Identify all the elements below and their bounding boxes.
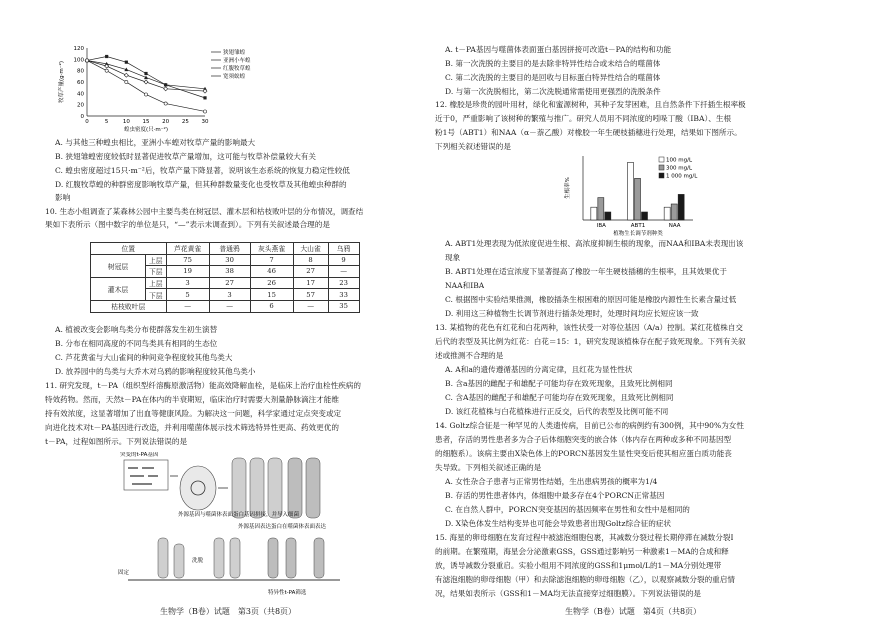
y-axis-label: 牧草产量(g·m⁻²): [59, 61, 65, 103]
table-cell: —: [209, 300, 250, 312]
table-cell: 上层: [146, 254, 167, 266]
x-tick-label: 15: [142, 119, 150, 125]
q13-stem-cont: 后代的表型及其比例为红花：白花＝15：1，研究发现该植株存在配子致死现象。下列有关叙: [435, 337, 746, 346]
x-tick-label: 0: [85, 119, 89, 125]
q9-option-c: C. 蝗虫密度超过15只·m⁻²后，牧草产量下降显著，说明该生态系统的恢复力稳定性较低: [55, 166, 350, 175]
data-point: [105, 55, 108, 58]
table-header-cell: 大山雀: [293, 243, 328, 255]
q12-option-c: C. 根据图中实验结果推测，橡胶插条生根困难的原因可能是橡胶内源性生长素含量过低: [445, 295, 737, 304]
q15-stem-cont: 的前期。在繁殖期，海星会分泌激素GSS，GSS通过影响另一种激素1－MA的合成和释: [435, 547, 729, 556]
table-cell: —: [166, 300, 209, 312]
q11-stem-cont: t－PA，过程如图所示。下列说法错误的是: [45, 437, 188, 446]
q12-option-d: D. 利用这三种植物生长调节剂进行插条处理时，处理时间均应长短应该一致: [445, 309, 699, 318]
legend-label: 宽须蚁蝗: [223, 74, 246, 80]
table-cell: 灌木层: [91, 277, 146, 300]
q12-option-a: A. ABT1处理表现为低浓度促进生根、高浓度抑制生根的现象，而NAA和IBA未表现出该: [445, 239, 744, 248]
y-tick-label: 60: [77, 80, 84, 86]
bar: [598, 198, 604, 220]
y-tick-label: 100: [73, 57, 84, 64]
y-tick-label: 40: [77, 91, 84, 98]
table-cell: —: [293, 300, 328, 312]
x-tick-label: 10: [122, 119, 130, 125]
table-cell: 27: [209, 277, 250, 289]
x-tick-label: 20: [162, 119, 170, 125]
q14-stem-cont: 患者，存活的男性患者多为合子后体细胞突变的嵌合体（体内存在两种或多种不同基因型: [435, 435, 732, 444]
q10-stem: 10. 生态小组调查了某森林公园中主要鸟类在树冠层、灌木层和枯枝败叶层的分布情况，调查结: [45, 207, 364, 216]
fig11-label: 特异性t-PA筛选: [268, 590, 307, 596]
figure-9-line-chart: [55, 42, 255, 138]
q9-option-d-cont: 影响: [55, 193, 71, 202]
q12-stem: 12. 橡胶是珍贵的园叶用材，绿化和蜜源树种，其种子发芽困难，且自然条件下扦插生根率极: [435, 100, 746, 109]
fig11-label: 洗脱: [192, 558, 204, 564]
fig11-label: 固定: [118, 570, 130, 576]
y-tick-label: 0: [80, 114, 84, 120]
y-tick-label: 80: [77, 68, 84, 75]
table-cell: 3: [209, 289, 250, 301]
data-point: [203, 96, 206, 99]
x-tick-label: 5: [104, 119, 109, 125]
table-cell: 5: [166, 289, 209, 301]
bar: [642, 212, 648, 220]
legend-label: 红腹牧草蝗: [223, 66, 251, 72]
right-page: [435, 0, 870, 630]
y-axis-label: 生根率%: [565, 177, 571, 199]
data-point: [203, 110, 206, 113]
q13-option-d: D. 该红花植株与白花植株进行正反交，后代的表型及比例可能不同: [445, 407, 669, 416]
table-cell: 6: [250, 300, 293, 312]
gene-box: [124, 460, 168, 490]
data-point: [124, 73, 128, 77]
bound-phage-row-icon: [158, 538, 324, 578]
table-row: [91, 277, 360, 289]
fig11-label: 外源基因与噬菌体表面蛋白基因拼接，并导入细菌: [178, 512, 300, 518]
table-row: [91, 254, 360, 266]
q14-stem: 14. Goltz综合征是一种罕见的人类遗传病，目前已公布的病例约有300例，其中90%为女性: [435, 421, 744, 430]
q12-stem-cont: 近于0，严重影响了该树种的繁殖与推广。研究人员用不同浓度的吲哚丁酸（IBA）、生根: [435, 114, 732, 123]
x-tick-label: IBA: [596, 223, 606, 229]
table-cell: 57: [293, 289, 328, 301]
q14-option-a: A. 女性杂合子患者与正常男性结婚，生出患病男孩的概率为1/4: [445, 477, 658, 486]
bar: [635, 178, 641, 220]
table-cell: 33: [328, 289, 359, 301]
q13-stem-cont: 述或推测不合理的是: [435, 351, 504, 360]
dna-fragments-icon: [128, 468, 158, 484]
q15-stem-cont: 有滤泡细胞的卵母细胞（甲）和去除滤泡细胞的卵母细胞（乙），以观察减数分裂的重启情: [435, 575, 735, 584]
table-cell: 17: [293, 277, 328, 289]
q9-option-d: D. 红腹牧草蝗的种群密度影响牧草产量，但其种群数量变化也受牧草及其他蝗虫种群的: [55, 180, 347, 189]
data-point: [164, 87, 168, 91]
table-header-cell: 芦花黄雀: [166, 243, 209, 255]
table-cell: —: [328, 266, 359, 278]
fig11-label: 突变的t-PA基因: [120, 452, 159, 458]
y-tick-label: 20: [77, 102, 84, 109]
table-cell: 38: [209, 266, 250, 278]
table-cell: 30: [209, 254, 250, 266]
legend-label: 100 mg/L: [666, 157, 693, 164]
figure-11-phage-display-diagram: [118, 452, 348, 598]
data-point: [144, 93, 147, 96]
bar: [591, 207, 597, 220]
data-point: [105, 69, 108, 72]
q13-stem: 13. 某植物的花色有红花和白花两种，该性状受一对等位基因（A/a）控制。某红花植株自交: [435, 323, 744, 332]
q10-stem-cont: 果如下表所示（图中数字的单位是只，“—”表示未调查到）。下列有关叙述最合理的是: [45, 220, 330, 229]
table-header-cell: 灰头燕雀: [250, 243, 293, 255]
bar: [671, 204, 677, 220]
table-cell: 上层: [146, 277, 167, 289]
x-axis-label: 蝗虫密度(只·m⁻²): [123, 127, 169, 133]
q13-option-a: A. A和a的遗传遵循基因的分离定律，且红花为显性性状: [445, 365, 633, 374]
q10-option-c: C. 芦花黄雀与大山雀间的种间竞争程度较其他鸟类大: [55, 353, 233, 362]
legend-label: 300 mg/L: [666, 165, 693, 172]
data-point: [144, 80, 148, 84]
table-cell: 8: [293, 254, 328, 266]
page-footer-right: 生物学（B卷）试题 第4页（共8页）: [565, 607, 702, 616]
q14-option-b: B. 存活的男性患者体内，体细胞中最多存在4个PORCN正常基因: [445, 491, 665, 500]
table-cell: 9: [328, 254, 359, 266]
table-cell: 下层: [146, 266, 167, 278]
figure-12-bar-chart: [563, 150, 733, 238]
fig11-label: 外源基因表达蛋白在噬菌体表面表达: [238, 524, 327, 530]
q10-option-b: B. 分布在相同高度的不同鸟类具有相同的生态位: [55, 339, 218, 348]
q13-option-b: B. 含a基因的雌配子和雄配子可能均存在致死现象，且致死比例相同: [445, 379, 673, 388]
x-tick-label: NAA: [668, 223, 681, 229]
q11-option-a: A. t－PA基因与噬菌体表面蛋白基因拼接可改造t－PA的结构和功能: [445, 45, 672, 54]
bar: [664, 207, 670, 220]
bar: [605, 212, 611, 220]
legend-label: 1 000 mg/L: [666, 173, 698, 180]
q11-option-d: D. 与第一次洗脱相比，第二次洗脱通常需使用更强烈的洗脱条件: [445, 87, 661, 96]
q10-option-a: A. 植被改变会影响鸟类分布使群落发生初生演替: [55, 325, 218, 334]
q11-stem-cont: 持有效浓度，这显著增加了出血等健康风险。为解决这一问题，科学家通过定点突变或定: [45, 409, 342, 418]
q14-stem-cont: 失导致。下列相关叙述正确的是: [435, 463, 542, 472]
legend-swatch: [659, 165, 664, 170]
q12-stem-cont: 粉1号（ABT1）和NAA（α－萘乙酸）对橡胶一年生硬枝插穗进行处理，结果如下图所示。: [435, 128, 742, 137]
legend-swatch: [659, 173, 664, 178]
q10-option-d: D. 放养园中的鸟类与大乔木对乌鸦的影响程度较其他鸟类小: [55, 367, 256, 376]
q11-stem: 11. 研究发现，t－PA（组织型纤溶酶原激活物）能高效降解血栓，是临床上治疗血栓性疾病的: [45, 381, 361, 390]
series-line: [87, 60, 205, 111]
table-cell: 26: [250, 277, 293, 289]
legend-swatch: [659, 157, 664, 162]
table-cell: 75: [166, 254, 209, 266]
legend-label: 狭翅雏蝗: [223, 50, 246, 56]
q11-option-c: C. 第二次洗脱的主要目的是回收与目标蛋白特异性结合的噬菌体: [445, 73, 661, 82]
bar: [678, 194, 684, 220]
q12-option-b: B. ABT1处理在适宜浓度下显著提高了橡胶一年生硬枝插穗的生根率，且其效果优于: [445, 267, 727, 276]
table-cell: 19: [166, 266, 209, 278]
phage-group-icon: [232, 458, 320, 518]
table-cell: 35: [328, 300, 359, 312]
table-cell: 46: [250, 266, 293, 278]
table-cell: 枯枝败叶层: [91, 300, 167, 312]
table-row: [91, 300, 360, 312]
table-bird-distribution: [90, 242, 360, 313]
bar: [628, 162, 634, 220]
table-header-cell: 位置: [91, 243, 167, 255]
x-tick-label: ABT1: [630, 223, 646, 229]
q14-option-c: C. 在自然人群中，PORCN突变基因的基因频率在男性和女性中是相同的: [445, 505, 690, 514]
bacterium-icon: [180, 466, 216, 510]
data-point: [125, 61, 128, 64]
data-point: [85, 59, 88, 62]
q15-stem: 15. 海星的卵母细胞在发育过程中被滤泡细胞包裹，其减数分裂过程长期停滞在减数分裂Ⅰ: [435, 533, 734, 542]
table-cell: 23: [328, 277, 359, 289]
table-cell: 下层: [146, 289, 167, 301]
x-tick-label: 30: [201, 119, 209, 125]
x-tick-label: 25: [181, 119, 189, 125]
q11-option-b: B. 第一次洗脱的主要目的是去除非特异性结合或未结合的噬菌体: [445, 59, 661, 68]
q15-stem-cont: 放，诱导减数分裂重启。实验小组用不同浓度的GSS和1μmol/L的1－MA分别处理带: [435, 561, 722, 570]
q11-stem-cont: 特效药物。然而，天然t－PA在体内的半衰期短，临床治疗时需要大剂量静脉滴注才能维: [45, 395, 339, 404]
q9-option-b: B. 狭翅雏蝗密度较低时显著促进牧草产量增加，这可能与牧草补偿量较大有关: [55, 152, 316, 161]
data-point: [125, 80, 128, 83]
table-cell: 15: [250, 289, 293, 301]
q14-stem-cont: 的细胞系）。该病主要由X染色体上的PORCN基因发生显性突变后使其相应蛋白质功能丧: [435, 449, 732, 458]
table-header-row: [91, 243, 360, 255]
q12-stem-cont: 下列相关叙述错误的是: [435, 142, 511, 151]
q9-option-a: A. 与其他三种蝗虫相比，亚洲小车蝗对牧草产量的影响最大: [55, 138, 256, 147]
q13-option-c: C. 含A基因的雌配子和雄配子可能均存在致死现象，且致死比例相同: [445, 393, 674, 402]
q15-stem-cont: 况，结果如表所示（GSS和1－MA均无法直接穿过细胞膜）。下列说法错误的是: [435, 589, 702, 598]
data-point: [144, 72, 147, 75]
page-footer-left: 生物学（B卷）试题 第3页（共8页）: [160, 607, 297, 616]
y-tick-label: 120: [73, 46, 84, 52]
table-header-cell: 普通鸦: [209, 243, 250, 255]
legend-label: 亚洲小车蝗: [223, 58, 251, 64]
table-cell: 树冠层: [91, 254, 146, 277]
q12-option-a-cont: 现象: [445, 253, 461, 262]
q14-option-d: D. X染色体发生结构变异也可能会导致患者出现Goltz综合征的症状: [445, 519, 672, 528]
q12-option-b-cont: NAA和IBA: [445, 281, 485, 290]
table-cell: 27: [293, 266, 328, 278]
table-header-cell: 乌鸦: [328, 243, 359, 255]
table-cell: 7: [250, 254, 293, 266]
table-cell: 3: [166, 277, 209, 289]
x-axis-label: 植物生长调节剂种类: [613, 231, 663, 237]
data-point: [164, 102, 167, 105]
q11-stem-cont: 向进化技术对t－PA基因进行改造，并利用噬菌体展示技术筛选特异性更高、药效更优的: [45, 423, 339, 432]
